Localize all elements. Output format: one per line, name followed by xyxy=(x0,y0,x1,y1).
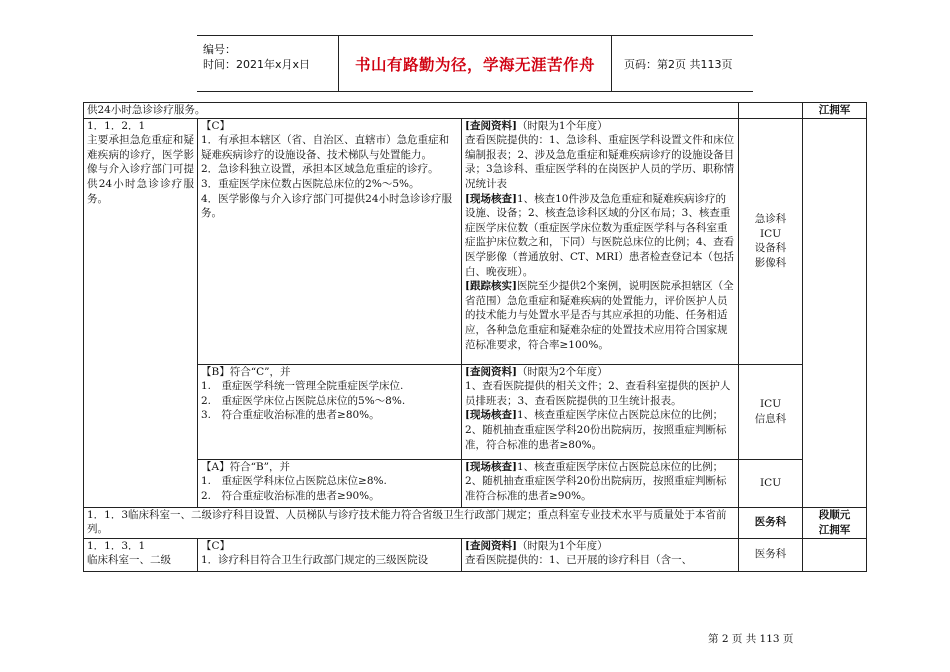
grade-b-line: 2. 重症医学床位占医院总床位的5%～8%. xyxy=(201,394,406,407)
table-row xyxy=(84,364,867,459)
site-check-label: [现场核查] xyxy=(465,460,517,473)
review-block xyxy=(462,538,739,571)
grade-b-cell xyxy=(198,364,462,459)
grade-b-methods xyxy=(462,364,739,459)
row-text: 1．1．3临床科室一、二级诊疗科目设置、人员梯队与诊疗技术能力符合省级卫生行政部门规定；重点科室专业技术水平与质量处于本省前列。 xyxy=(84,507,739,538)
grade-c-line: 1．有承担本辖区（省、自治区、直辖市）急危重症和疑难疾病诊疗的设施设备、技术梯队与处置能力。 xyxy=(201,134,450,161)
grade-c-line: 1．诊疗科目符合卫生行政部门规定的三级医院设 xyxy=(201,554,429,567)
site-check-text: 1、核查重症医学床位占医院总床位的比例；2、随机抽查重症医学科20份出院病历，按照重症判断标准，符合标准的患者≥80%。 xyxy=(465,409,727,451)
review-label: [查阅资料] xyxy=(465,539,517,552)
review-text: （时限为1个年度） 查看医院提供的：1、急诊科、重症医学科设置文件和床位编制报表；2、涉及急危重症和疑难疾病诊疗的设施设备目录；3急诊科、重症医学科的在岗医护人员的学历、职称情况统计表 xyxy=(465,119,735,190)
site-check-label: [现场核查] xyxy=(465,192,517,205)
time-label: 时间：2021年x月x日 xyxy=(203,58,311,71)
grade-a-methods xyxy=(462,459,739,507)
review-label: [查阅资料] xyxy=(465,119,517,132)
track-label: [跟踪核实] xyxy=(465,280,517,293)
review-text: （时限为1个年度） 查看医院提供的：1、已开展的诊疗科目（含一、 xyxy=(465,539,693,567)
grade-c-line: 3．重症医学床位数占医院总床位的2%～5%。 xyxy=(201,177,420,190)
table-row xyxy=(84,538,867,571)
responsible-persons: 段顺元 江拥军 xyxy=(803,507,867,538)
header-meta xyxy=(197,36,339,91)
review-block xyxy=(465,365,735,409)
page-header xyxy=(197,35,753,92)
table-row xyxy=(84,459,867,507)
page-footer: 第 2 页 共 113 页 xyxy=(708,633,794,645)
site-check-block xyxy=(465,408,735,452)
grade-c-cell xyxy=(198,118,462,364)
grade-c-methods xyxy=(462,118,739,364)
grade-b-line: 3. 符合重症收治标准的患者≥80%。 xyxy=(201,409,380,422)
item-title: 1．1．3．1 临床科室一、二级 xyxy=(84,538,198,571)
site-check-block xyxy=(465,460,735,504)
grade-b-label: 【B】符合“C”，并 xyxy=(201,365,291,378)
table-row xyxy=(84,507,867,538)
standards-table xyxy=(83,102,867,572)
departments: ICU xyxy=(739,459,803,507)
grade-a-line: 1. 重症医学科床位占医院总床位≥8%. xyxy=(201,475,387,488)
departments: 急诊科 ICU 设备科 影像科 xyxy=(739,118,803,364)
track-block xyxy=(465,279,735,352)
review-text: （时限为2个年度） 1、查看医院提供的相关文件；2、查看科室提供的医护人员排班表；3、查看医院提供的卫生统计报表。 xyxy=(465,365,731,407)
grade-c-label: 【C】 xyxy=(201,119,231,132)
number-label: 编号： xyxy=(203,43,236,56)
header-page-label: 页码：第2页 共113页 xyxy=(624,57,733,71)
grade-c-cell xyxy=(198,538,462,571)
row-text: 供24小时急诊诊疗服务。 xyxy=(84,103,739,119)
site-check-block xyxy=(465,192,735,280)
grade-a-cell xyxy=(198,459,462,507)
department: 医务科 xyxy=(739,507,803,538)
empty-cell xyxy=(739,103,803,119)
grade-c-line: 4．医学影像与介入诊疗部门可提供24小时急诊诊疗服务。 xyxy=(201,192,453,220)
review-block xyxy=(465,119,735,192)
item-title: 1．1．2．1 主要承担急危重症和疑难疾病的诊疗，医学影像与介入诊疗部门可提供24小时急诊诊疗服务。 xyxy=(84,118,198,507)
responsible-person: 江拥军 xyxy=(803,103,867,119)
table-row xyxy=(84,103,867,119)
grade-c-label: 【C】 xyxy=(201,539,231,552)
empty-cell xyxy=(803,538,867,571)
table-row xyxy=(84,118,867,364)
site-check-label: [现场核查] xyxy=(465,409,517,422)
site-check-text: 1、核查重症医学床位占医院总床位的比例；2、随机抽查重症医学科20份出院病历，按照重症判断标准符合标准的患者≥90%。 xyxy=(465,460,727,502)
grade-c-line: 2．急诊科独立设置，承担本区域急危重症的诊疗。 xyxy=(201,163,439,176)
track-text: 医院至少提供2个案例，说明医院承担辖区（全省范围）急危重症和疑难疾病的处置能力，评价医护人员的技术能力与处置水平是否与其应承担的功能、任务相适应，各种急危重症和疑难杂症的处置技术应用符合国家规范标准要求，符合率≥100%。 xyxy=(465,280,734,351)
department: 医务科 xyxy=(739,538,803,571)
review-label: [查阅资料] xyxy=(465,365,517,378)
grade-a-line: 2. 符合重症收治标准的患者≥90%。 xyxy=(201,489,380,502)
site-check-text: 1、核查10件涉及急危重症和疑难疾病诊疗的设施、设备；2、核查急诊科区域的分区布局；3、核查重症医学床位数（重症医学床位数为重症医学科与各科室重症监护床位数之和，下同）与医院总床位的比例；4、查看医学影像（普通放射、CT、MRI）患者检查登记本（包括白、晚夜班）。 xyxy=(465,192,735,278)
empty-cell xyxy=(803,118,867,507)
departments: ICU 信息科 xyxy=(739,364,803,459)
header-motto: 书山有路勤为径，学海无涯苦作舟 xyxy=(339,36,612,91)
grade-b-line: 1. 重症医学科统一管理全院重症医学床位. xyxy=(201,380,404,393)
grade-a-label: 【A】符合“B”，并 xyxy=(201,460,291,473)
